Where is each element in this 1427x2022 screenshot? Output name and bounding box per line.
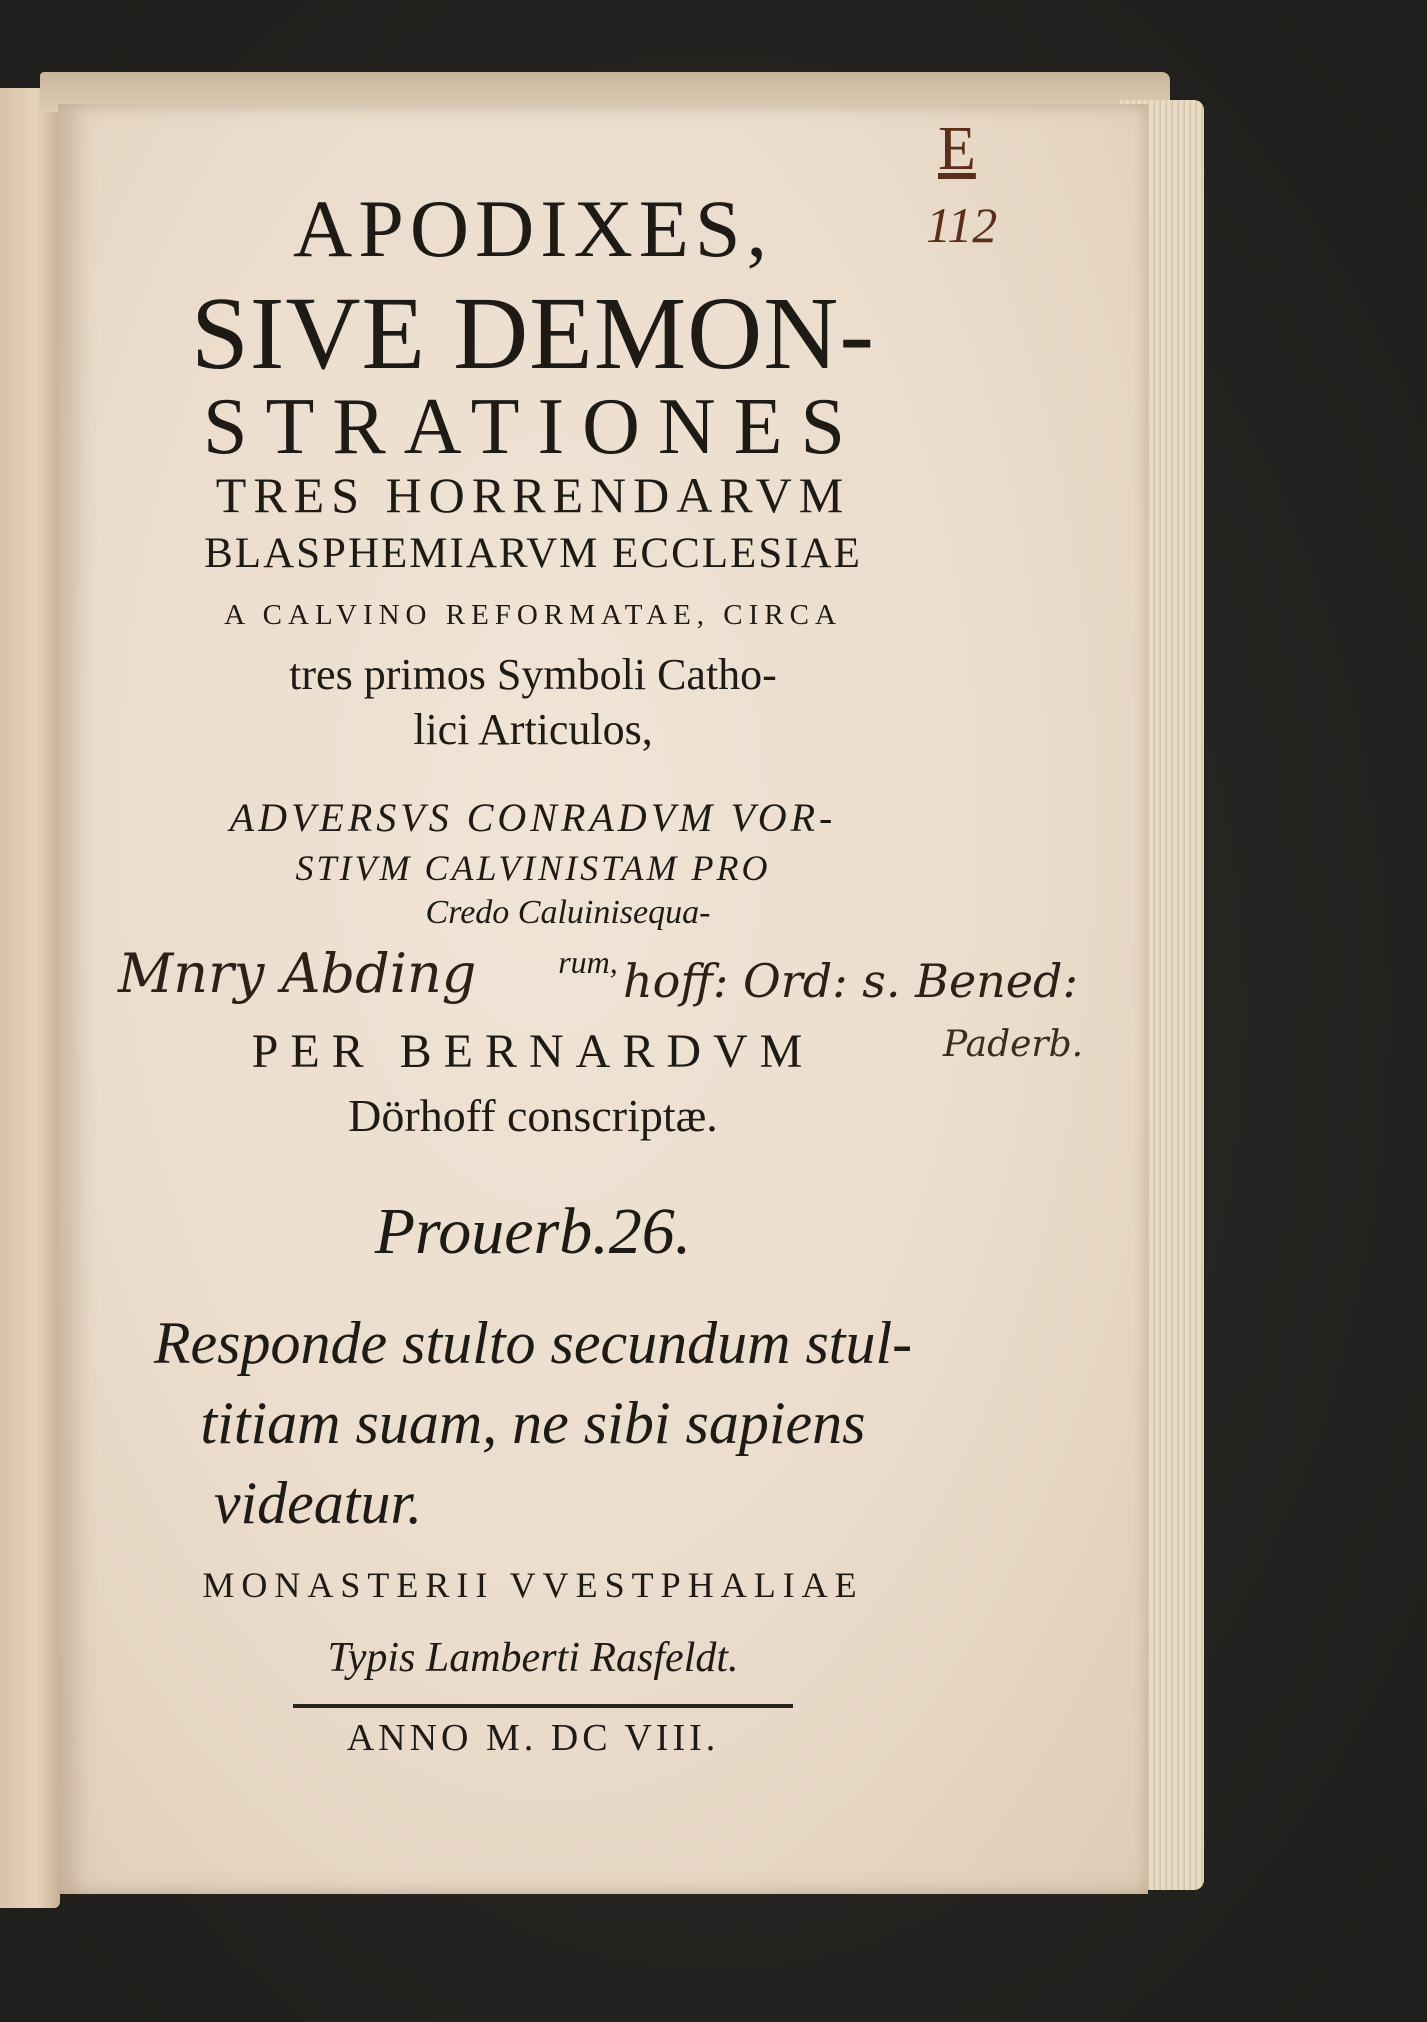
shelfmark-letter: E	[938, 115, 976, 183]
proverb-reference: Prouerb.26.	[374, 1195, 692, 1268]
adversus-line-1: ADVERSVS CONRADVM VOR-	[229, 795, 837, 840]
adversus-line-4: rum,	[558, 944, 618, 980]
imprint-rule	[293, 1704, 793, 1708]
ownership-note-left: Mnry Abding	[118, 942, 477, 1005]
author-line-1: PER BERNARDVM	[251, 1025, 815, 1078]
imprint-printer: Typis Lamberti Rasfeldt.	[327, 1635, 739, 1681]
title-line-4: TRES HORRENDARVM	[215, 467, 851, 523]
motto-line-3: videatur.	[213, 1470, 423, 1536]
ownership-note-place: Paderb.	[943, 1024, 1084, 1065]
title-line-7: tres primos Symboli Catho-	[289, 650, 777, 699]
motto-line-1: Responde stulto secundum stul-	[153, 1310, 913, 1376]
title-page	[58, 104, 1148, 1894]
imprint-year: ANNO M. DC VIII.	[346, 1717, 720, 1759]
ownership-note-right: hoff: Ord: s. Bened:	[623, 954, 1078, 1008]
title-line-2: SIVE DEMON-	[190, 276, 876, 391]
shelfmark-number: 112	[926, 197, 998, 253]
author-line-2: Dörhoff conscriptæ.	[348, 1090, 718, 1141]
title-line-6: A CALVINO REFORMATAE, CIRCA	[224, 599, 842, 631]
adversus-line-2: STIVM CALVINISTAM PRO	[295, 848, 771, 888]
motto-line-2: titiam suam, ne sibi sapiens	[200, 1390, 866, 1456]
adversus-line-3: Credo Caluinisequa-	[425, 894, 711, 931]
title-line-3: STRATIONES	[202, 383, 864, 471]
imprint-place: MONASTERII VVESTPHALIAE	[202, 1565, 864, 1605]
title-line-1: APODIXES,	[293, 183, 773, 274]
title-line-5: BLASPHEMIARVM ECCLESIAE	[204, 530, 862, 577]
title-line-8: lici Articulos,	[413, 705, 653, 754]
